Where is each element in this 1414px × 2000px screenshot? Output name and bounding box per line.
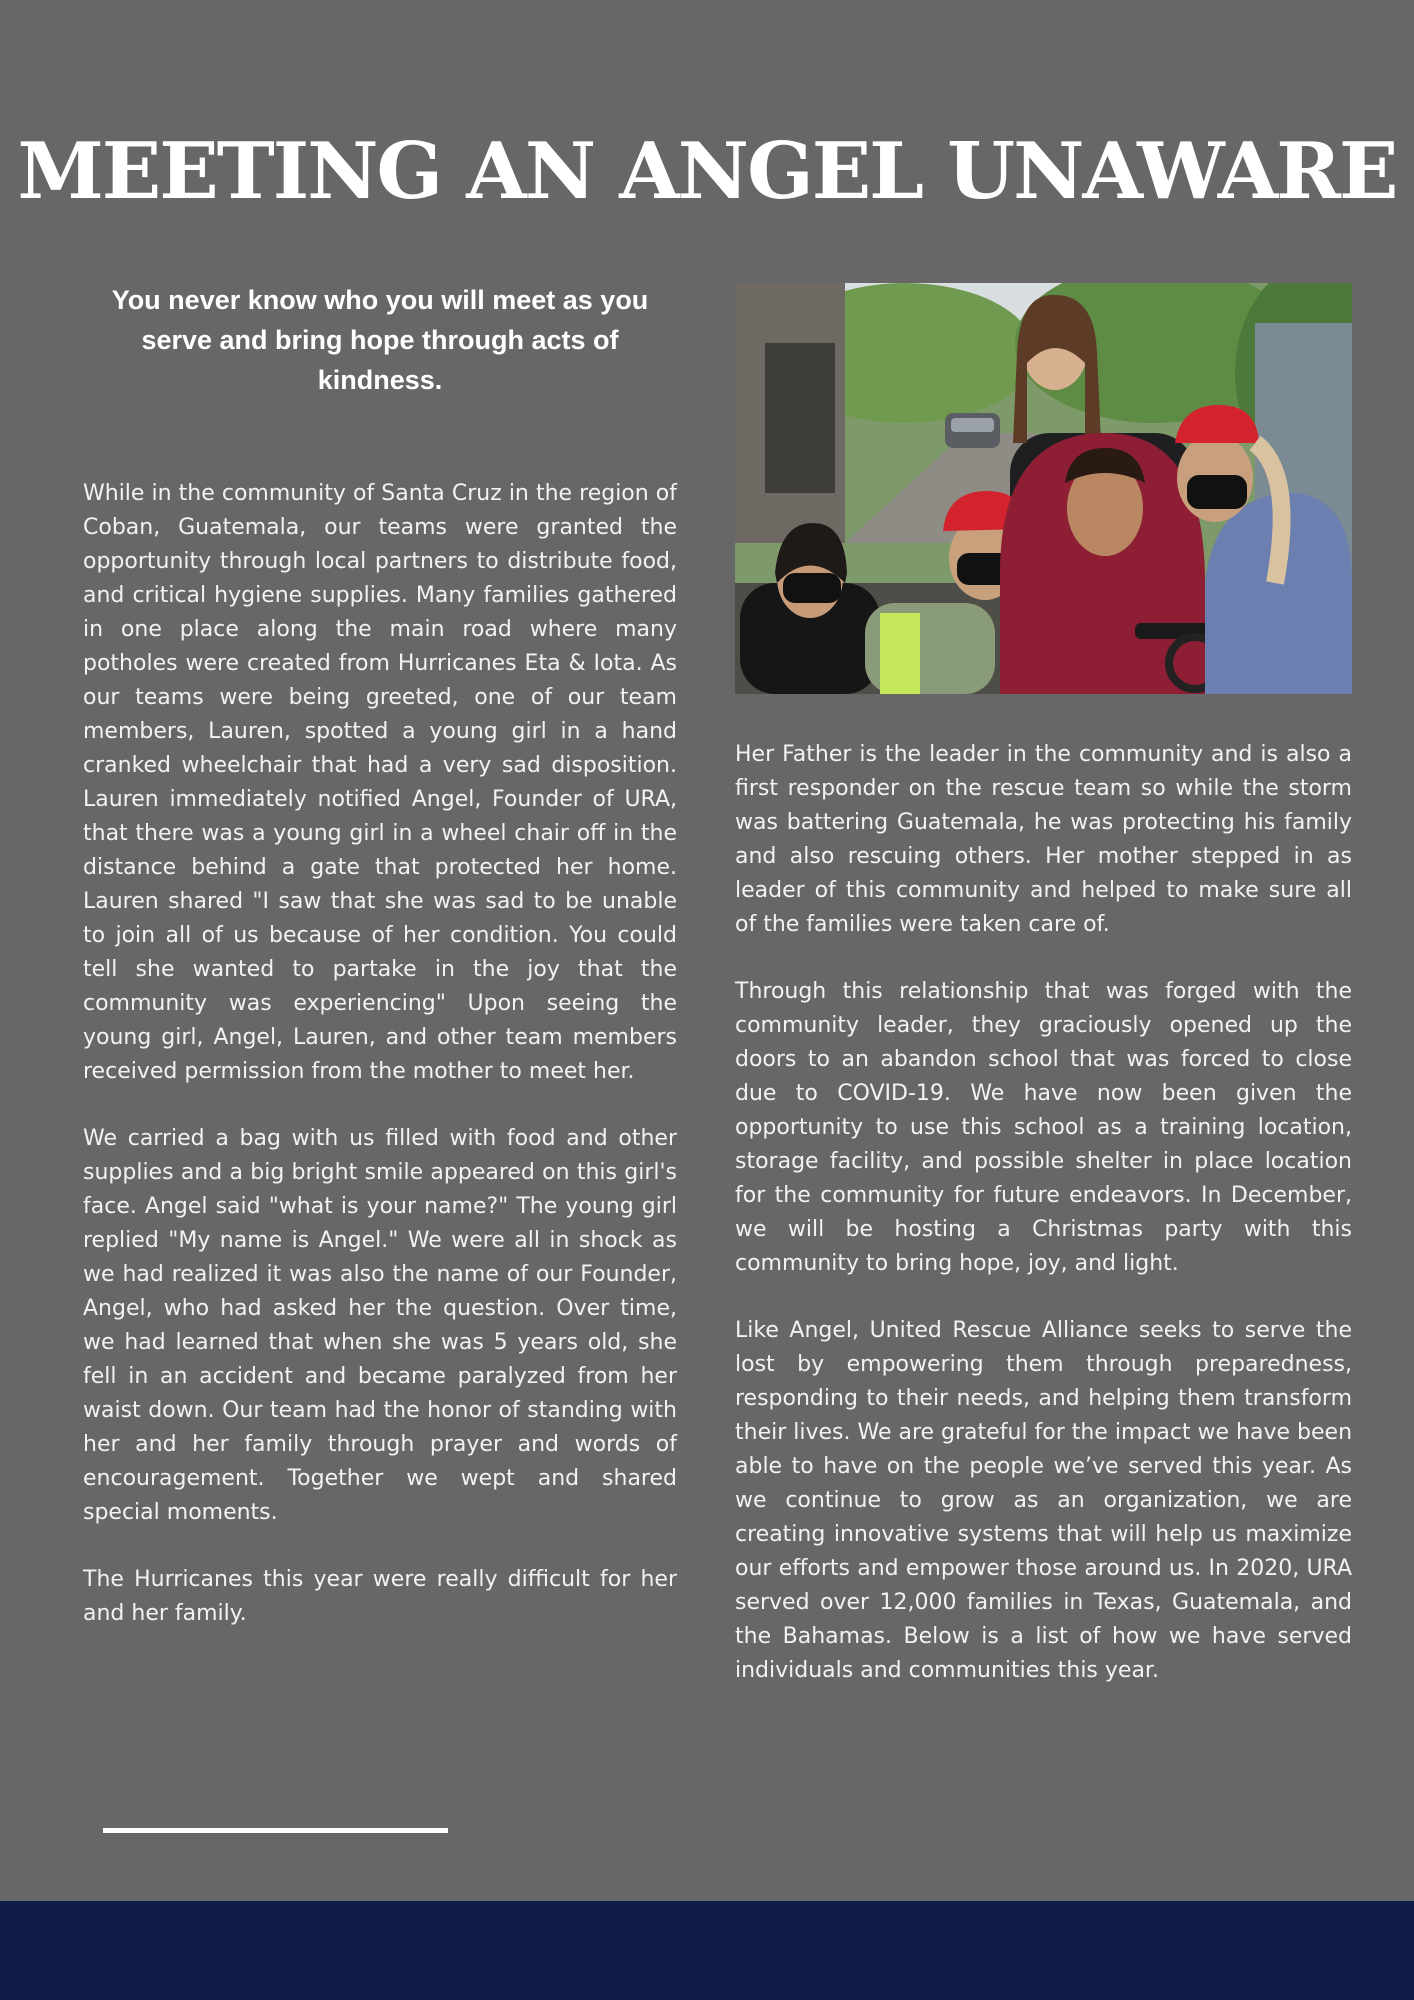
team-photo-illustration	[735, 283, 1352, 694]
right-paragraph-1: Her Father is the leader in the community and is also a first responder on the rescue team so while the storm was battering Guatemala, he was protecting his family and also rescuing others. Her mother stepped in as leader of this community and helped to make sure all of the families were taken care of.	[735, 742, 1352, 937]
subtitle: You never know who you will meet as you serve and bring hope through acts of kindness.	[111, 285, 649, 395]
left-column	[83, 477, 677, 1664]
left-paragraph-1: While in the community of Santa Cruz in the region of Coban, Guatemala, our teams were granted the opportunity through local partners to distribute food, and critical hygiene supplies. Many families gathered in one place along the main road where many potholes were created from Hurricanes Eta & Iota. As our teams were being greeted, one of our team members, Lauren, spotted a young girl in a hand cranked wheelchair that had a very sad disposition. Lauren immediately notified Angel, Founder of URA, that there was a young girl in a wheel chair off in the distance behind a gate that protected her home. Lauren shared "I saw that she was sad to be unable to join all of us because of her condition. You could tell she wanted to partake in the joy that the community was experiencing" Upon seeing the young girl, Angel, Lauren, and other team members received permission from the mother to meet her.	[83, 481, 677, 1084]
footer-band	[0, 1901, 1414, 2000]
right-column	[735, 738, 1352, 1721]
team-photo	[735, 283, 1352, 694]
page-title: MEETING AN ANGEL UNAWARE	[17, 126, 1397, 217]
left-paragraph-2: We carried a bag with us filled with food and other supplies and a big bright smile appeared on this girl's face. Angel said "what is your name?" The young girl replied "My name is Angel." We were all in shock as we had realized it was also the name of our Founder, Angel, who had asked her the question. Over time, we had learned that when she was 5 years old, she fell in an accident and became paralyzed from her waist down. Our team had the honor of standing with her and her family through prayer and words of encouragement. Together we wept and shared special moments.	[83, 1126, 677, 1525]
right-paragraph-3: Like Angel, United Rescue Alliance seeks to serve the lost by empowering them through preparedness, responding to their needs, and helping them transform their lives. We are grateful for the impact we have been able to have on the people we’ve served this year. As we continue to grow as an organization, we are creating innovative systems that will help us maximize our efforts and empower those around us. In 2020, URA served over 12,000 families in Texas, Guatemala, and the Bahamas. Below is a list of how we have served individuals and communities this year.	[735, 1318, 1353, 1683]
right-paragraph-2: Through this relationship that was forged with the community leader, they graciously opened up the doors to an abandon school that was forced to close due to COVID-19. We have now been given the opportunity to use this school as a training location, storage facility, and possible shelter in place location for the community for future endeavors. In December, we will be hosting a Christmas party with this community to bring hope, joy, and light.	[735, 979, 1352, 1276]
left-paragraph-3: The Hurricanes this year were really difficult for her and her family.	[83, 1567, 677, 1626]
section-divider	[103, 1828, 448, 1833]
